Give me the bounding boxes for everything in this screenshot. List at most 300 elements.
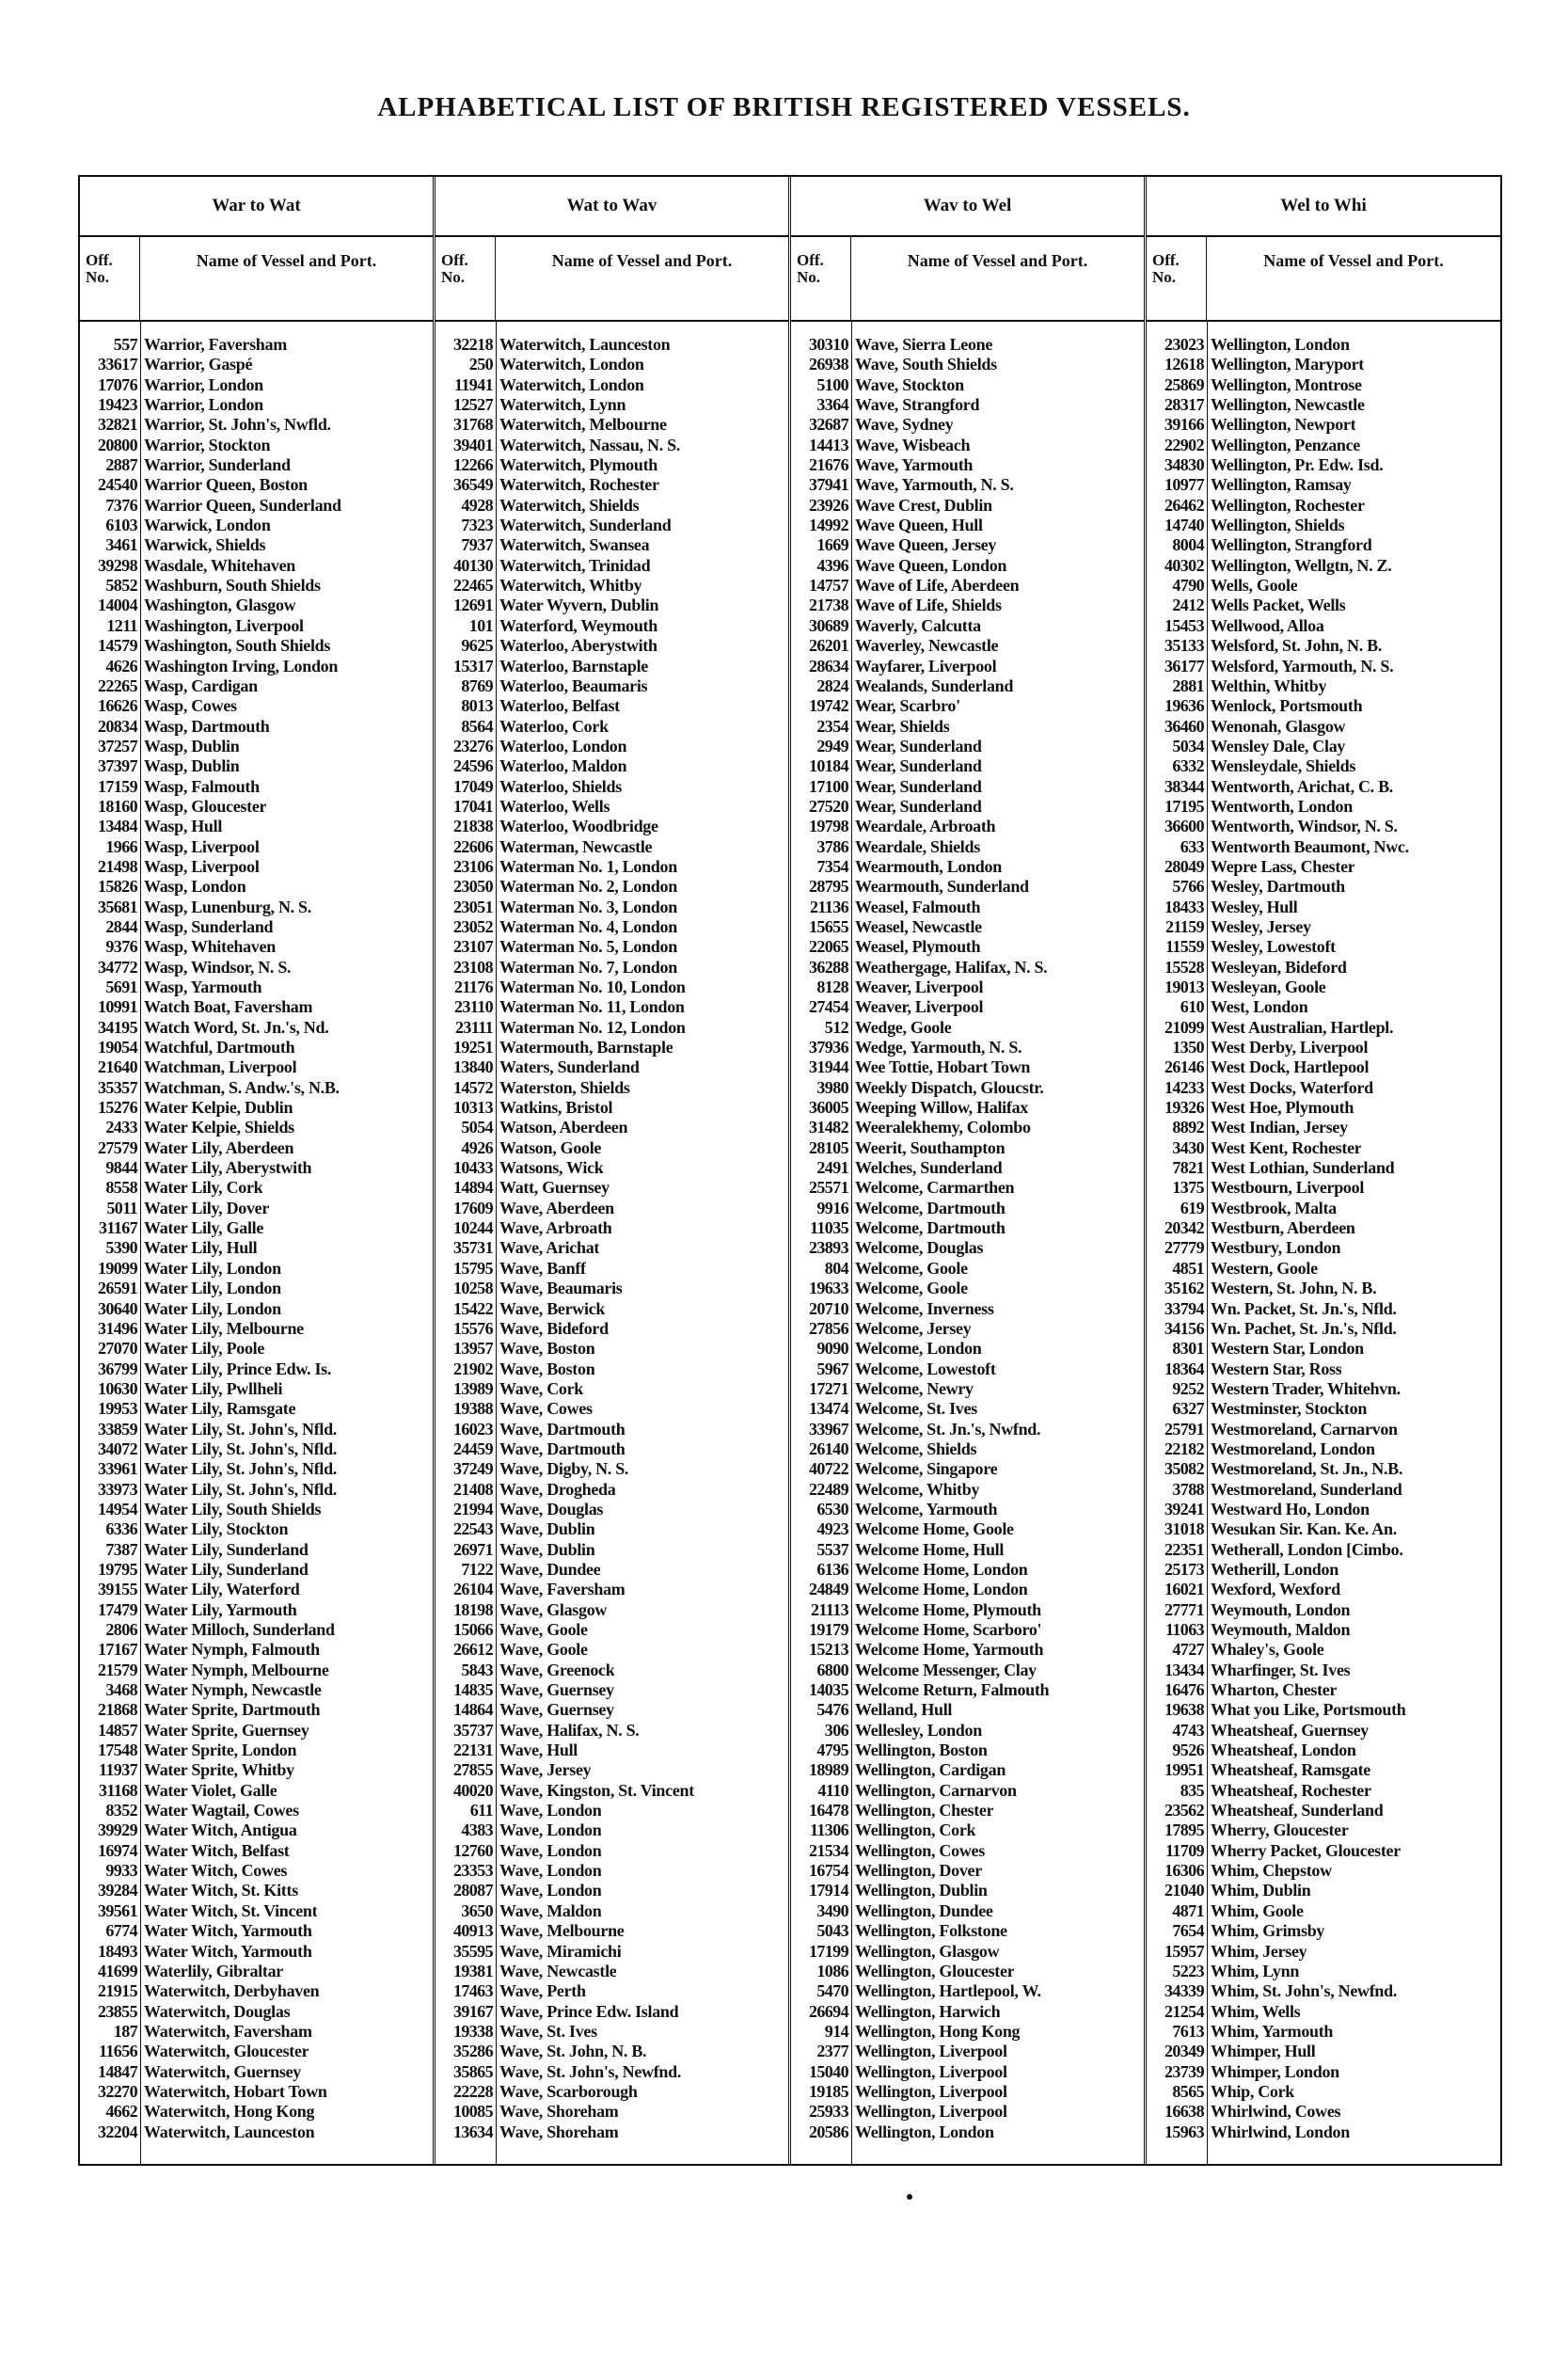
vessel-name-port: Water Sprite, Dartmouth	[144, 1700, 321, 1720]
vessel-name-port: Wave, Newcastle	[499, 1961, 617, 1980]
vessel-name-port: Welcome, Inverness	[855, 1298, 994, 1318]
official-number: 10433	[452, 1158, 493, 1178]
vessel-name-port: Watermouth, Barnstaple	[499, 1038, 673, 1057]
table-row	[436, 797, 788, 817]
vessel-name-port: Weathergage, Halifax, N. S.	[855, 957, 1048, 977]
table-row	[80, 877, 433, 897]
table-row	[80, 978, 433, 997]
official-number: 3430	[1172, 1137, 1204, 1157]
table-row	[80, 1118, 433, 1137]
vessel-name-port: West, London	[1211, 997, 1308, 1017]
table-row	[80, 1259, 433, 1279]
official-number: 512	[824, 1017, 848, 1037]
table-row	[80, 676, 433, 696]
table-row	[436, 756, 788, 776]
official-number: 16974	[97, 1840, 137, 1860]
vessel-name-port: Welcome, Yarmouth	[855, 1499, 998, 1518]
vessel-name-port: Warrior, Faversham	[144, 335, 287, 354]
official-number: 17195	[1164, 796, 1204, 816]
vessel-name-port: Welcome, Dartmouth	[855, 1198, 1006, 1217]
official-number: 10184	[808, 756, 848, 776]
table-row	[80, 737, 433, 756]
vessel-name-port: Wellington, Dundee	[855, 1900, 993, 1920]
official-number: 22902	[1164, 435, 1204, 454]
official-number: 15826	[97, 877, 137, 897]
table-row	[791, 556, 1144, 576]
official-number: 31768	[452, 415, 493, 435]
vessel-name-port: Water Witch, Belfast	[144, 1840, 290, 1860]
table-row	[791, 1459, 1144, 1479]
official-number: 17100	[808, 776, 848, 796]
table-row	[791, 1661, 1144, 1680]
table-row	[436, 696, 788, 716]
table-row	[80, 917, 433, 937]
table-row	[1147, 1319, 1500, 1339]
official-number: 7323	[461, 516, 493, 535]
table-row	[1147, 475, 1500, 495]
table-row	[1147, 777, 1500, 797]
official-number: 37936	[808, 1038, 848, 1057]
official-number: 8128	[816, 978, 848, 996]
table-row	[791, 657, 1144, 676]
official-number: 27579	[97, 1137, 137, 1157]
table-row	[791, 1078, 1144, 1098]
official-number: 8892	[1172, 1118, 1204, 1137]
table-row	[791, 1138, 1144, 1158]
vessel-name-port: Waterloo, Beaumaris	[499, 676, 648, 695]
table-row	[1147, 696, 1500, 716]
table-row	[436, 2062, 788, 2082]
official-number: 24540	[97, 475, 137, 495]
table-row	[436, 616, 788, 636]
vessel-name-port: Waterford, Weymouth	[499, 615, 657, 635]
table-row	[791, 415, 1144, 435]
official-number: 14572	[452, 1077, 493, 1097]
entry-list	[1147, 320, 1500, 2164]
table-row	[80, 496, 433, 516]
table-row	[436, 1540, 788, 1560]
table-row	[1147, 436, 1500, 455]
vessel-name-port: Washington, South Shields	[144, 636, 331, 656]
vessel-name-port: Watkins, Bristol	[499, 1098, 613, 1118]
table-row	[436, 636, 788, 656]
table-row	[1147, 1680, 1500, 1700]
vessel-name-port: Wasp, London	[144, 877, 246, 897]
official-number: 36288	[808, 957, 848, 977]
vessel-name-port: Wellington, Dover	[855, 1861, 982, 1881]
vessel-name-port: Wellington, Dublin	[855, 1881, 988, 1900]
vessel-name-port: Wave, Aberdeen	[499, 1198, 614, 1217]
table-row	[436, 1339, 788, 1359]
vessel-name-port: Wave, Jersey	[499, 1760, 592, 1780]
official-number: 22351	[1164, 1539, 1204, 1559]
vessel-name-port: Wasp, Dublin	[144, 756, 240, 776]
vessel-name-port: Welcome, Newry	[855, 1378, 974, 1398]
official-number: 27856	[808, 1318, 848, 1338]
table-row	[80, 1981, 433, 2001]
table-row	[1147, 917, 1500, 937]
table-row	[80, 657, 433, 676]
vessel-name-port: Whimper, London	[1211, 2061, 1339, 2081]
official-number: 32687	[808, 415, 848, 435]
official-number: 4743	[1172, 1720, 1204, 1740]
official-number: 4626	[105, 656, 137, 676]
table-row	[791, 937, 1144, 957]
vessel-name-port: Wedge, Goole	[855, 1017, 952, 1037]
official-number: 1086	[816, 1961, 848, 1980]
table-row	[80, 817, 433, 836]
official-number: 9252	[1172, 1378, 1204, 1398]
vessel-name-port: Welcome, London	[855, 1339, 982, 1359]
official-number: 15957	[1164, 1941, 1204, 1961]
vessel-name-port: Wave, Scarborough	[499, 2081, 638, 2101]
vessel-name-port: Waterwitch, Whitby	[499, 576, 642, 596]
table-row	[80, 1519, 433, 1539]
vessel-name-port: Wheatsheaf, Rochester	[1211, 1780, 1371, 1800]
table-row	[436, 1841, 788, 1861]
vessel-name-port: Westmoreland, Carnarvon	[1211, 1419, 1398, 1439]
table-row	[791, 696, 1144, 716]
official-number: 19381	[452, 1961, 493, 1980]
table-row	[791, 1500, 1144, 1519]
vessel-name-port: Wave, Shoreham	[499, 2102, 619, 2122]
official-number: 17914	[808, 1881, 848, 1900]
vessel-name-port: Whirlwind, London	[1211, 2122, 1350, 2141]
official-number: 28105	[808, 1137, 848, 1157]
table-row	[436, 817, 788, 836]
vessel-name-port: Warrior Queen, Sunderland	[144, 495, 341, 515]
official-number: 10258	[452, 1279, 493, 1298]
vessel-name-port: Wellington, Folkstone	[855, 1921, 1007, 1941]
table-row	[80, 1500, 433, 1519]
vessel-name-port: Western Trader, Whitehvn.	[1211, 1378, 1401, 1398]
vessel-name-port: Wave, Guernsey	[499, 1700, 614, 1720]
table-row	[1147, 1178, 1500, 1198]
vessel-name-port: Wave, Halifax, N. S.	[499, 1720, 640, 1740]
official-number: 35082	[1164, 1459, 1204, 1479]
official-number: 9625	[461, 636, 493, 656]
official-number: 26694	[808, 2001, 848, 2021]
table-row	[1147, 335, 1500, 355]
official-number: 27779	[1164, 1238, 1204, 1258]
official-number: 23111	[454, 1017, 493, 1037]
vessel-name-port: Whim, Grimsby	[1211, 1921, 1325, 1941]
table-row	[436, 1962, 788, 1981]
table-row	[791, 1901, 1144, 1921]
official-number: 15422	[452, 1298, 493, 1318]
table-row	[1147, 756, 1500, 776]
table-row	[436, 877, 788, 897]
official-number: 8004	[1172, 535, 1204, 555]
official-number: 31482	[808, 1118, 848, 1137]
official-number: 22489	[808, 1479, 848, 1499]
official-number: 25571	[808, 1178, 848, 1198]
vessel-name-port: Whimper, Hull	[1211, 2042, 1316, 2061]
table-row	[436, 1078, 788, 1098]
official-number: 39561	[97, 1900, 137, 1920]
official-number: 5537	[816, 1539, 848, 1559]
table-row	[80, 2062, 433, 2082]
official-number: 31018	[1164, 1519, 1204, 1539]
official-number: 16021	[1164, 1580, 1204, 1599]
vessel-name-port: Westward Ho, London	[1211, 1499, 1370, 1518]
official-number: 7387	[105, 1539, 137, 1559]
vessel-name-port: Waterman No. 10, London	[499, 978, 686, 996]
official-number: 4396	[816, 555, 848, 575]
table-row	[791, 2022, 1144, 2042]
table-row	[1147, 355, 1500, 374]
official-number: 14233	[1164, 1077, 1204, 1097]
official-number: 23106	[452, 856, 493, 876]
table-row	[436, 1399, 788, 1419]
vessel-name-port: Waterston, Shields	[499, 1077, 630, 1097]
table-row	[1147, 978, 1500, 997]
table-row	[1147, 1078, 1500, 1098]
vessel-name-port: Water Witch, St. Vincent	[144, 1900, 318, 1920]
table-row	[436, 1560, 788, 1580]
official-number: 36005	[808, 1098, 848, 1118]
vessel-name-port: What you Like, Portsmouth	[1211, 1700, 1406, 1720]
vessel-name-port: Wensleydale, Shields	[1211, 756, 1356, 776]
table-row	[436, 2022, 788, 2042]
official-number: 16476	[1164, 1680, 1204, 1700]
official-number: 14004	[97, 596, 137, 615]
vessel-name-port: Wave, Goole	[499, 1640, 588, 1660]
official-number: 7376	[105, 495, 137, 515]
vessel-name-port: Wellington, Hong Kong	[855, 2021, 1021, 2041]
official-number: 4923	[816, 1519, 848, 1539]
official-number: 35162	[1164, 1279, 1204, 1298]
table-row	[436, 1901, 788, 1921]
official-number: 40913	[452, 1921, 493, 1941]
table-row	[791, 2062, 1144, 2082]
official-number: 7937	[461, 535, 493, 555]
official-number: 21579	[97, 1660, 137, 1679]
vessel-name-port: Waterman No. 11, London	[499, 997, 685, 1017]
vessel-name-port: Water Nymph, Newcastle	[144, 1680, 322, 1700]
table-row	[791, 1620, 1144, 1640]
vessel-name-port: Water Lily, Cork	[144, 1178, 263, 1198]
vessel-name-port: Wellington, London	[1211, 335, 1350, 354]
table-row	[80, 1238, 433, 1258]
official-number: 35737	[452, 1720, 493, 1740]
official-number: 7821	[1172, 1158, 1204, 1178]
vessel-name-port: Wesley, Dartmouth	[1211, 877, 1345, 897]
vessel-name-port: Wave, Prince Edw. Island	[499, 2001, 679, 2021]
vessel-name-port: Warwick, London	[144, 516, 271, 535]
vessel-name-port: Water Lily, London	[144, 1258, 281, 1278]
table-row	[436, 1279, 788, 1298]
vessel-name-port: Watchman, S. Andw.'s, N.B.	[144, 1077, 340, 1097]
official-number: 15528	[1164, 957, 1204, 977]
vessel-name-port: Wave, Dartmouth	[499, 1439, 626, 1458]
official-number: 187	[113, 2021, 137, 2041]
official-number: 5054	[461, 1118, 493, 1137]
table-row	[791, 2042, 1144, 2061]
table-row	[791, 877, 1144, 897]
table-row	[1147, 937, 1500, 957]
official-number: 34339	[1164, 1981, 1204, 2001]
vessel-name-port: Wear, Sunderland	[855, 776, 982, 796]
vessel-name-port: Welcome, Singapore	[855, 1459, 998, 1479]
vessel-name-port: Water Violet, Galle	[144, 1780, 277, 1800]
table-row	[80, 1620, 433, 1640]
vessel-name-port: Wave, Banff	[499, 1258, 586, 1278]
vessel-name-port: Wave, Drogheda	[499, 1479, 616, 1499]
vessel-name-port: Waterloo, Cork	[499, 716, 609, 736]
official-number: 9526	[1172, 1741, 1204, 1760]
table-row	[791, 676, 1144, 696]
official-number: 15040	[808, 2061, 848, 2081]
table-row	[1147, 1158, 1500, 1178]
vessel-name-port: Water Lily, Waterford	[144, 1580, 300, 1599]
table-row	[80, 415, 433, 435]
table-row	[1147, 857, 1500, 877]
vessel-name-port: Western, Goole	[1211, 1258, 1318, 1278]
table-row	[436, 436, 788, 455]
table-row	[80, 958, 433, 978]
vessel-name-port: Wave, St. John, N. B.	[499, 2042, 647, 2061]
official-number: 2491	[816, 1158, 848, 1178]
table-row	[1147, 877, 1500, 897]
table-row	[1147, 1439, 1500, 1459]
official-number: 21136	[809, 897, 848, 916]
table-row	[791, 917, 1144, 937]
table-row	[1147, 415, 1500, 435]
table-row	[1147, 455, 1500, 475]
vessel-name-port: Watsons, Wick	[499, 1158, 604, 1178]
official-number: 10630	[97, 1378, 137, 1398]
official-number: 27070	[97, 1339, 137, 1359]
table-row	[791, 616, 1144, 636]
table-row	[436, 1319, 788, 1339]
table-row	[436, 1259, 788, 1279]
official-number: 2949	[816, 736, 848, 755]
table-row	[1147, 1981, 1500, 2001]
table-row	[80, 2122, 433, 2142]
official-number: 21676	[808, 455, 848, 475]
official-number: 4662	[105, 2102, 137, 2122]
vessel-name-port: Wave, Stockton	[855, 374, 964, 394]
vessel-name-port: Wn. Packet, St. Jn.'s, Nfld.	[1211, 1298, 1397, 1318]
official-number: 611	[469, 1801, 493, 1820]
table-row	[80, 1339, 433, 1359]
entry-list	[436, 320, 788, 2164]
table-row	[80, 937, 433, 957]
vessel-name-header: Name of Vessel and Port.	[1263, 251, 1444, 270]
table-row	[436, 1359, 788, 1379]
vessel-name-port: Wharfinger, St. Ives	[1211, 1660, 1351, 1679]
table-row	[791, 1721, 1144, 1741]
vessel-name-port: Wave, Boston	[499, 1339, 595, 1359]
table-row	[436, 1700, 788, 1720]
vessel-name-port: Wellesley, London	[855, 1720, 982, 1740]
table-row	[791, 1680, 1144, 1700]
official-number: 34156	[1164, 1318, 1204, 1338]
table-row	[791, 2002, 1144, 2022]
table-row	[436, 1158, 788, 1178]
table-row	[436, 496, 788, 516]
table-row	[1147, 737, 1500, 756]
table-row	[80, 516, 433, 535]
official-number: 33973	[97, 1479, 137, 1499]
vessel-name-port: Weeralekhemy, Colombo	[855, 1118, 1031, 1137]
official-number: 633	[1180, 836, 1204, 856]
table-row	[1147, 1259, 1500, 1279]
vessel-name-port: Water Lily, Yarmouth	[144, 1599, 297, 1619]
official-number: 3461	[105, 535, 137, 555]
official-number: 1375	[1172, 1178, 1204, 1198]
vessel-name-port: Weymouth, Maldon	[1211, 1620, 1351, 1639]
official-number: 8565	[1172, 2081, 1204, 2101]
official-number: 16478	[808, 1801, 848, 1820]
vessel-name-port: Wellington, Cowes	[855, 1840, 985, 1860]
official-number: 38344	[1164, 776, 1204, 796]
vessel-name-port: Wheatsheaf, London	[1211, 1741, 1356, 1760]
vessel-name-port: Welcome, Whitby	[855, 1479, 980, 1499]
table-row	[791, 1057, 1144, 1077]
table-row	[80, 837, 433, 857]
official-number: 23107	[452, 937, 493, 957]
table-row	[436, 576, 788, 596]
official-number: 22065	[808, 937, 848, 957]
table-row	[80, 1279, 433, 1298]
official-number-header: Off. No.	[80, 237, 140, 320]
vessel-name-port: Waterloo, London	[499, 736, 627, 755]
official-number: 6327	[1172, 1399, 1204, 1419]
official-number: 26591	[97, 1279, 137, 1298]
table-row	[1147, 1942, 1500, 1962]
table-row	[791, 1600, 1144, 1620]
table-row	[1147, 817, 1500, 836]
official-number: 3788	[1172, 1479, 1204, 1499]
official-number: 5043	[816, 1921, 848, 1941]
vessel-name-port: Waterman No. 5, London	[499, 937, 677, 957]
column-range-heading: Wat to Wav	[436, 177, 788, 237]
table-row	[1147, 1921, 1500, 1941]
official-number: 8564	[461, 716, 493, 736]
table-row	[80, 1721, 433, 1741]
table-row	[791, 1098, 1144, 1118]
vessel-name-port: Waterloo, Woodbridge	[499, 817, 658, 836]
vessel-name-port: Waterloo, Maldon	[499, 756, 627, 776]
table-row	[1147, 1580, 1500, 1599]
official-number: 4926	[461, 1137, 493, 1157]
official-number: 14954	[97, 1499, 137, 1518]
table-row	[1147, 1339, 1500, 1359]
table-row	[791, 1480, 1144, 1500]
table-row	[1147, 636, 1500, 656]
vessel-name-port: Wasp, Lunenburg, N. S.	[144, 897, 311, 916]
vessel-name-port: Wear, Sunderland	[855, 736, 982, 755]
official-number: 22131	[452, 1741, 493, 1760]
official-number: 21113	[810, 1599, 848, 1619]
official-number: 19951	[1164, 1760, 1204, 1780]
official-number: 101	[468, 615, 493, 635]
table-row	[80, 1138, 433, 1158]
table-row	[80, 857, 433, 877]
vessel-name-port: Waterloo, Shields	[499, 776, 622, 796]
table-row	[791, 1038, 1144, 1057]
official-number: 7613	[1172, 2021, 1204, 2041]
vessel-name-port: Wave, London	[499, 1801, 602, 1820]
official-number: 23023	[1164, 335, 1204, 354]
vessel-name-port: Water Lily, South Shields	[144, 1499, 322, 1518]
vessel-name-port: Waterloo, Wells	[499, 796, 610, 816]
official-number: 32204	[97, 2122, 137, 2141]
official-number: 23353	[452, 1861, 493, 1881]
official-number: 28317	[1164, 395, 1204, 415]
